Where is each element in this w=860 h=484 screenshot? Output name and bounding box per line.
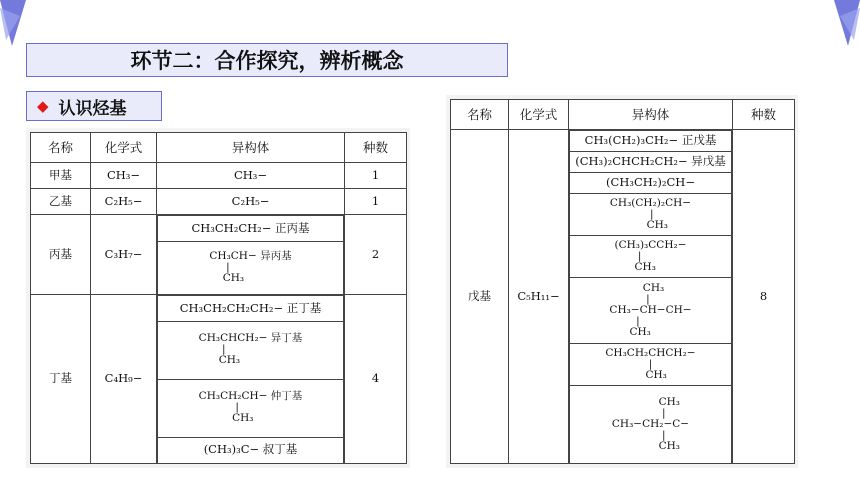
- header-count: 种数: [733, 100, 795, 130]
- row-isomers-cell: [157, 215, 345, 295]
- row-isomer: C₂H₅−: [157, 189, 345, 215]
- subsection-label: 认识烃基: [58, 98, 127, 119]
- header-count: 种数: [345, 133, 407, 163]
- table-row: [31, 189, 407, 215]
- header-formula: 化学式: [91, 133, 157, 163]
- isomer-2-pentyl: CH₃(CH₂)₂CH− | CH₃: [570, 194, 732, 236]
- row-count: 1: [345, 163, 407, 189]
- row-name: 丙基: [31, 215, 91, 295]
- row-formula: C₃H₇−: [91, 215, 157, 295]
- header-name: 名称: [451, 100, 509, 130]
- table-row: [31, 163, 407, 189]
- isomer-isopropyl: CH₃CH− 异丙基 | CH₃: [158, 242, 344, 295]
- isomer-neopentyl: (CH₃)₃CCH₂− | CH₃: [570, 236, 732, 278]
- row-count: 2: [345, 215, 407, 295]
- isomer-sec-butyl: CH₃CH₂CH− 仲丁基 | CH₃: [158, 379, 344, 437]
- isomer-isopentyl: (CH₃)₂CHCH₂CH₂− 异戊基: [570, 152, 732, 173]
- table-row: [31, 295, 407, 464]
- corner-decoration-right: [800, 0, 860, 60]
- pentyl-table: [450, 99, 795, 464]
- isomer-n-butyl: CH₃CH₂CH₂CH₂− 正丁基: [158, 296, 344, 322]
- row-name: 戊基: [451, 130, 509, 464]
- row-count: 8: [733, 130, 795, 464]
- right-table-panel: [446, 95, 798, 468]
- table-row: [451, 130, 795, 464]
- row-count: 1: [345, 189, 407, 215]
- left-table-panel: [26, 128, 410, 468]
- row-formula: CH₃−: [91, 163, 157, 189]
- row-isomer: CH₃−: [157, 163, 345, 189]
- section-title: 环节二：合作探究，辨析概念: [26, 43, 508, 77]
- header-isomers: 异构体: [569, 100, 733, 130]
- row-name: 乙基: [31, 189, 91, 215]
- isomer-tert-butyl: (CH₃)₃C− 叔丁基: [158, 437, 344, 463]
- row-count: 4: [345, 295, 407, 464]
- isomer-3-methylbutan-2-yl: CH₃ | CH₃−CH−CH− | CH₃: [570, 278, 732, 344]
- header-isomers: 异构体: [157, 133, 345, 163]
- isomer-tert-pentyl: CH₃ | CH₃−CH₂−C− | CH₃: [570, 386, 732, 464]
- isomer-n-pentyl: CH₃(CH₂)₃CH₂− 正戊基: [570, 131, 732, 152]
- header-formula: 化学式: [509, 100, 569, 130]
- row-name: 丁基: [31, 295, 91, 464]
- isomer-3-pentyl: (CH₃CH₂)₂CH−: [570, 173, 732, 194]
- alkyl-table-c1-c4: [30, 132, 407, 464]
- row-isomers-cell: [157, 295, 345, 464]
- table-row: [31, 215, 407, 295]
- row-name: 甲基: [31, 163, 91, 189]
- row-formula: C₄H₉−: [91, 295, 157, 464]
- row-isomers-cell: [569, 130, 733, 464]
- subsection-title: [26, 91, 162, 121]
- isomer-2-methylbutyl: CH₃CH₂CHCH₂− | CH₃: [570, 344, 732, 386]
- row-formula: C₅H₁₁−: [509, 130, 569, 464]
- isomer-n-propyl: CH₃CH₂CH₂− 正丙基: [158, 216, 344, 242]
- row-formula: C₂H₅−: [91, 189, 157, 215]
- isomer-isobutyl: CH₃CHCH₂− 异丁基 | CH₃: [158, 322, 344, 380]
- header-name: 名称: [31, 133, 91, 163]
- diamond-bullet-icon: ◆: [37, 97, 49, 115]
